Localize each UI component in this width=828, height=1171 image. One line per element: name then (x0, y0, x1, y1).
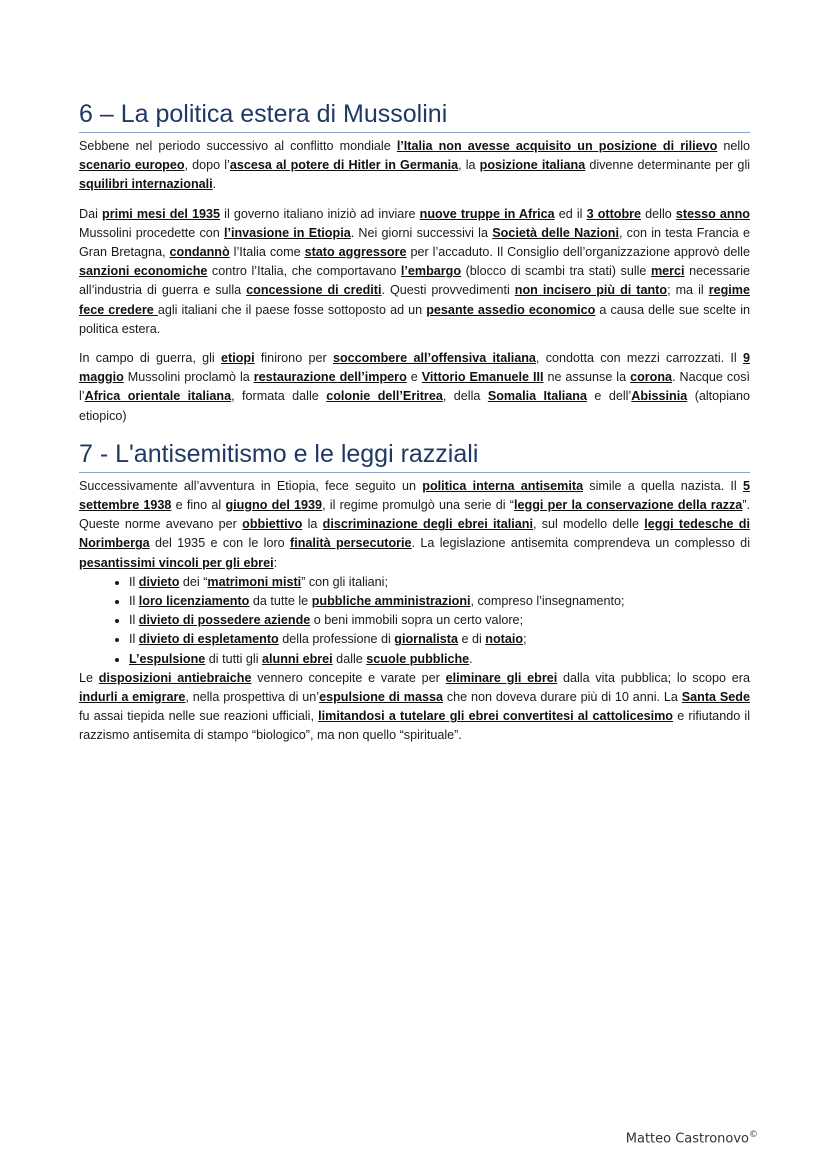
highlighted-term: L’espulsione (129, 651, 206, 666)
highlighted-term: notaio (485, 632, 524, 647)
author-name: Matteo Castronovo (625, 1131, 749, 1147)
highlighted-term: obbiettivo (242, 517, 303, 532)
section-title-racial-laws: 7 - L'antisemitismo e le leggi razziali (79, 438, 750, 473)
highlighted-term: pesantissimi vincoli per gli ebrei (79, 555, 274, 570)
highlighted-term: stato aggressore (304, 245, 407, 260)
highlighted-term: restaurazione dell’impero (253, 370, 407, 385)
highlighted-term: ascesa al potere di Hitler in Germania (229, 158, 459, 173)
highlighted-term: alunni ebrei (262, 651, 333, 666)
highlighted-term: Africa orientale italiana (84, 389, 232, 404)
highlighted-term: scuole pubbliche (366, 651, 470, 666)
paragraph: Le disposizioni antiebraiche vennero concepite e varate per eliminare gli ebrei dalla vita pubblica; lo scopo era indurli a emigrare, nella prospettiva di un’espulsione di massa che non doveva durare più di 10 anni. La Santa Sede fu assai tiepida nelle sue reazioni ufficiali, limitandosi a tutelare gli ebrei convertitesi al cattolicesimo e rifiutando il razzismo antisemita di stampo “biologico”, ma non quello “spirituale”. (79, 670, 750, 743)
paragraph: Sebbene nel periodo successivo al conflitto mondiale l’Italia non avesse acquisito un posizione di rilievo nello scenario europeo, dopo l’ascesa al potere di Hitler in Germania, la posizione italiana divenne determinante per gli squilibri internazionali. (79, 139, 751, 192)
highlighted-term: 9 maggio (79, 351, 751, 385)
highlighted-term: posizione italiana (479, 158, 586, 173)
page-content (79, 98, 750, 746)
highlighted-term: regime fece credere (79, 283, 750, 317)
highlighted-term: primi mesi del 1935 (102, 206, 221, 221)
highlighted-term: loro licenziamento (138, 594, 250, 609)
highlighted-term: divieto di espletamento (138, 632, 279, 647)
highlighted-term: squilibri internazionali (79, 177, 213, 192)
highlighted-term: concessione di crediti (246, 283, 382, 298)
highlighted-term: corona (630, 370, 673, 385)
paragraph: Dai primi mesi del 1935 il governo italiano iniziò ad inviare nuove truppe in Africa ed il 3 ottobre dello stesso anno Mussolini procedette con l’invasione in Etiopia. Nei giorni successivi la Società delle Nazioni, con in testa Francia e Gran Bretagna, condannò l’Italia come stato aggressore per l’accaduto. Il Consiglio dell’organizzazione approvò delle sanzioni economiche contro l’Italia, che comportavano l’embargo (blocco di scambi tra stati) sulle merci necessarie all’industria di guerra e sulla concessione di crediti. Questi provvedimenti non incisero più di tanto; ma il regime fece credere agli italiani che il paese fosse sottoposto ad un pesante assedio economico a causa delle sue scelte in politica estera. (79, 206, 750, 336)
highlighted-term: merci (650, 264, 685, 279)
highlighted-term: l’embargo (400, 264, 462, 279)
highlighted-term: colonie dell’Eritrea (326, 389, 443, 404)
highlighted-term: 3 ottobre (586, 206, 642, 221)
highlighted-term: scenario europeo (79, 158, 185, 173)
copyright-mark: © (749, 1130, 758, 1140)
highlighted-term: giugno del 1939 (225, 498, 323, 513)
bullet-list (79, 573, 750, 669)
highlighted-term: disposizioni antiebraiche (98, 670, 252, 685)
highlighted-term: Abissinia (631, 389, 688, 404)
highlighted-term: sanzioni economiche (79, 264, 208, 279)
paragraph: In campo di guerra, gli etiopi finirono per soccombere all’offensiva italiana, condotta con mezzi carrozzati. Il 9 maggio Mussolini proclamò la restaurazione dell’impero e Vittorio Emanuele III ne assunse la corona. Nacque così l’Africa orientale italiana, formata dalle colonie dell’Eritrea, della Somalia Italiana e dell’Abissinia (altopiano etiopico) (79, 351, 751, 423)
highlighted-term: divieto di possedere aziende (138, 613, 311, 628)
highlighted-term: indurli a emigrare (79, 690, 186, 705)
list-item: • Il divieto di possedere aziende o beni immobili sopra un certo valore; (129, 611, 750, 630)
highlighted-term: stesso anno (675, 206, 750, 221)
highlighted-term: pubbliche amministrazioni (311, 594, 471, 609)
list-item: • Il divieto dei “matrimoni misti” con gli italiani; (129, 573, 750, 592)
highlighted-term: etiopi (221, 351, 255, 366)
highlighted-term: condannò (169, 245, 230, 260)
highlighted-term: Somalia Italiana (487, 389, 587, 404)
highlighted-term: eliminare gli ebrei (445, 670, 558, 685)
list-item: • Il loro licenziamento da tutte le pubbliche amministrazioni, compreso l’insegnamento; (129, 592, 750, 611)
footer-author (626, 1130, 758, 1146)
list-item: • L’espulsione di tutti gli alunni ebrei dalle scuole pubbliche. (129, 650, 750, 669)
highlighted-term: Società delle Nazioni (492, 225, 619, 240)
highlighted-term: nuove truppe in Africa (419, 206, 555, 221)
highlighted-term: l’Italia non avesse acquisito un posizione di rilievo (396, 139, 718, 153)
list-item: • Il divieto di espletamento della professione di giornalista e di notaio; (129, 630, 750, 649)
highlighted-term: divieto (138, 574, 180, 589)
section-title-foreign-policy: 6 – La politica estera di Mussolini (79, 98, 750, 133)
highlighted-term: Vittorio Emanuele III (421, 370, 544, 385)
highlighted-term: espulsione di massa (319, 690, 443, 705)
highlighted-term: 5 settembre 1938 (79, 478, 750, 513)
highlighted-term: soccombere all’offensiva italiana (332, 351, 536, 366)
highlighted-term: limitandosi a tutelare gli ebrei convertitesi al cattolicesimo (318, 709, 673, 724)
highlighted-term: non incisero più di tanto (514, 283, 668, 298)
highlighted-term: l’invasione in Etiopia (223, 225, 351, 240)
highlighted-term: leggi per la conservazione della razza (514, 498, 743, 513)
highlighted-term: discriminazione degli ebrei italiani (322, 517, 533, 532)
highlighted-term: leggi tedesche di Norimberga (79, 517, 750, 551)
highlighted-term: Santa Sede (681, 690, 750, 705)
highlighted-term: matrimoni misti (207, 574, 302, 589)
highlighted-term: giornalista (394, 632, 458, 647)
highlighted-term: politica interna antisemita (422, 478, 584, 493)
paragraph: Successivamente all’avventura in Etiopia, fece seguito un politica interna antisemita simile a quella nazista. Il 5 settembre 1938 e fino al giugno del 1939, il regime promulgò una serie di “leggi per la conservazione della razza”. Queste norme avevano per obbiettivo la discriminazione degli ebrei italiani, sul modello delle leggi tedesche di Norimberga del 1935 e con le loro finalità persecutorie. La legislazione antisemita comprendeva un complesso di pesantissimi vincoli per gli ebrei: (79, 478, 751, 570)
highlighted-term: pesante assedio economico (426, 302, 596, 317)
highlighted-term: finalità persecutorie (290, 536, 412, 551)
